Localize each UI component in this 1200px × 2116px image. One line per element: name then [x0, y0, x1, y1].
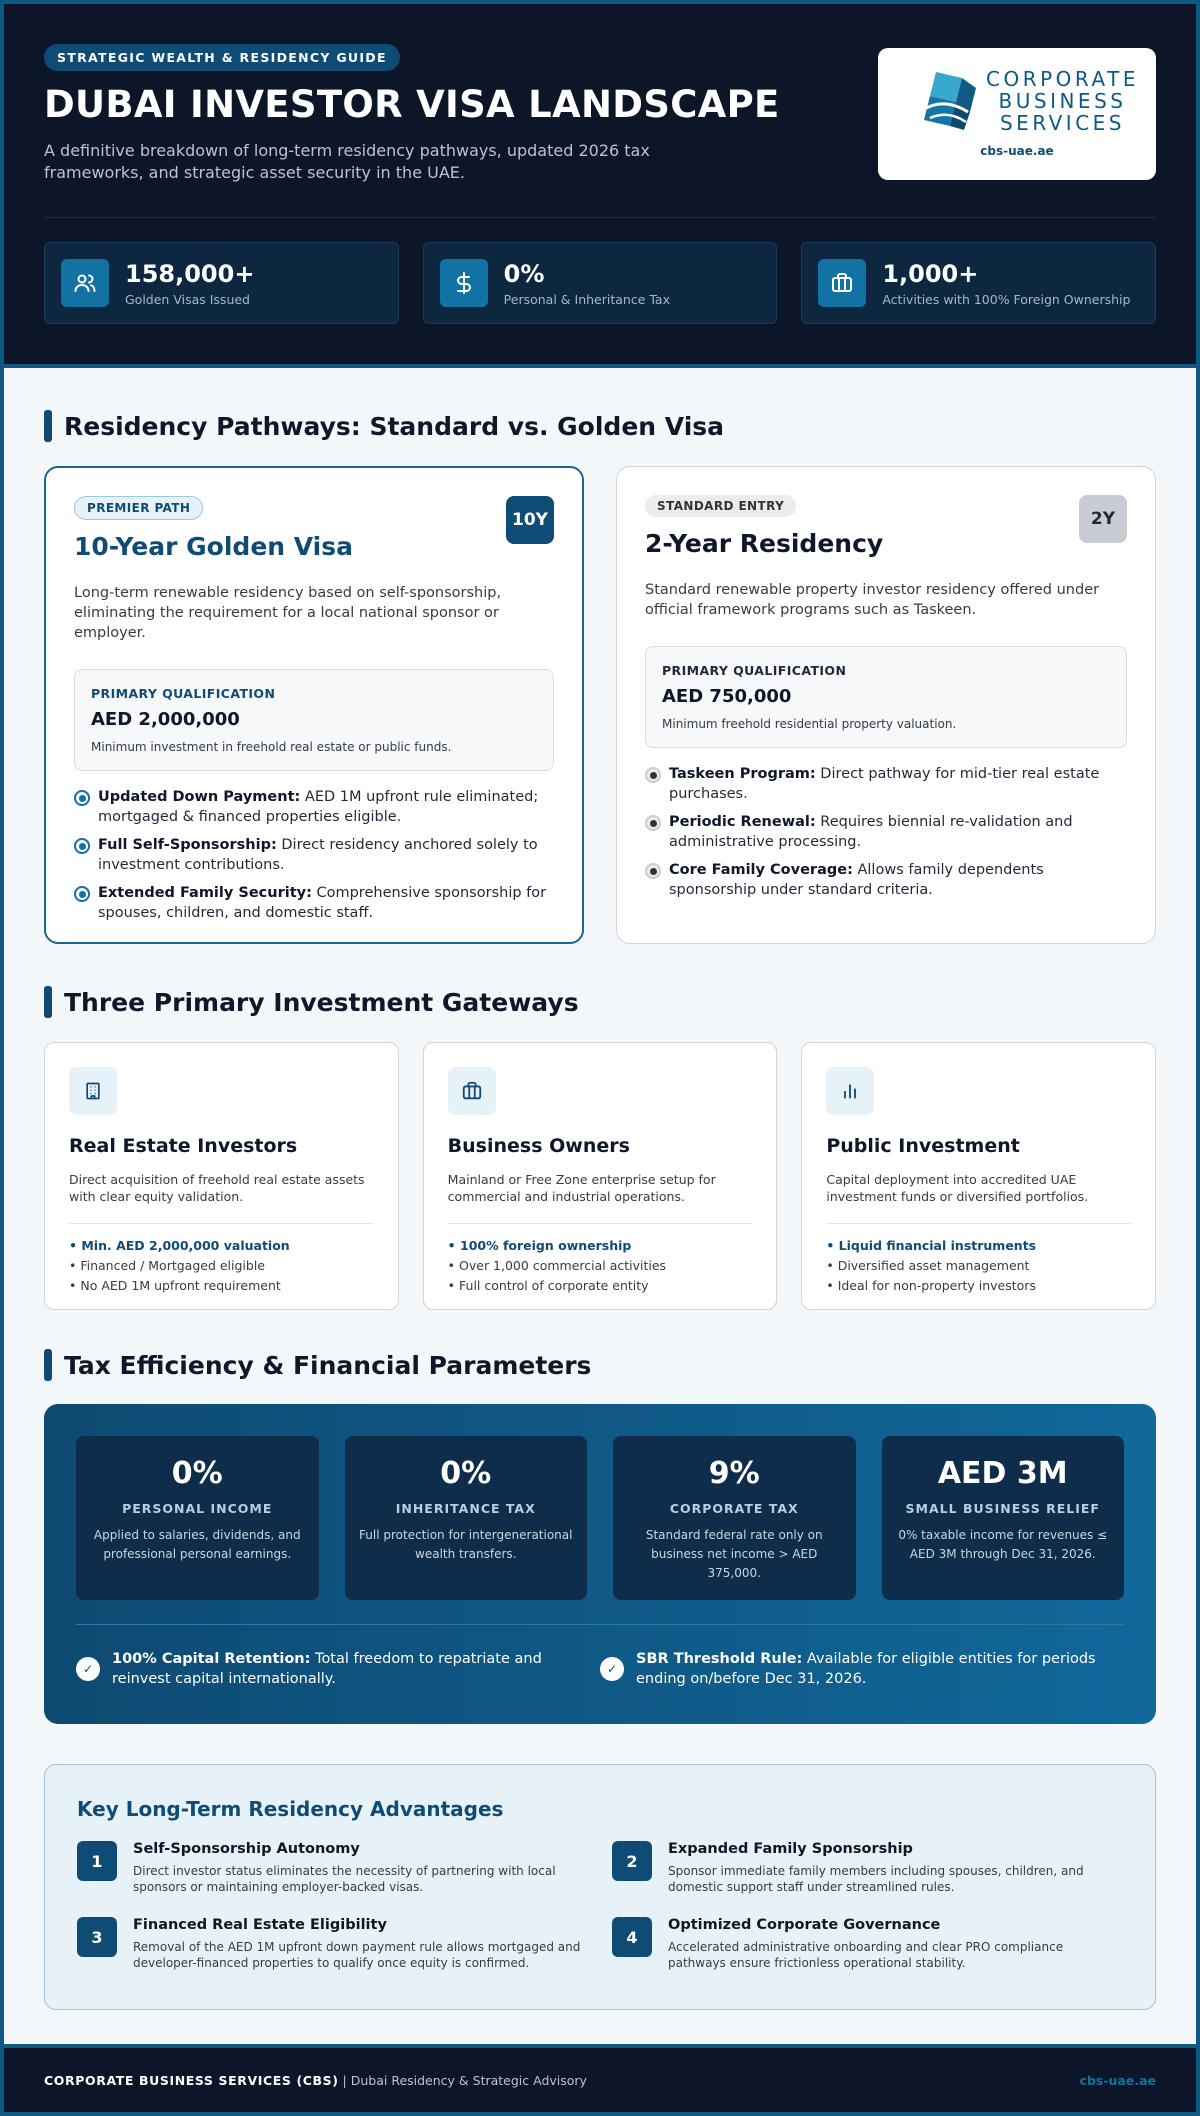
advantages-title: Key Long-Term Residency Advantages	[77, 1797, 504, 1821]
note-title: 100% Capital Retention:	[112, 1651, 311, 1667]
header-stats	[44, 242, 1156, 324]
section-title: Three Primary Investment Gateways	[64, 987, 579, 1017]
note-text: Total freedom to repatriate and reinvest capital internationally.	[112, 1651, 542, 1687]
gateway-card-public-investment	[801, 1042, 1156, 1310]
building-icon	[69, 1067, 117, 1115]
page-subtitle: A definitive breakdown of long-term residency pathways, updated 2026 tax frameworks, and strategic asset security in the UAE.	[44, 141, 650, 182]
standard-qualification-box	[645, 646, 1127, 748]
section-title: Tax Efficiency & Financial Parameters	[64, 1350, 592, 1380]
advantage-title: Self-Sponsorship Autonomy	[133, 1841, 360, 1857]
bullet-title: Extended Family Security:	[98, 885, 312, 901]
tax-card-corporate	[613, 1436, 856, 1600]
tax-note: 0% taxable income for revenues ≤ AED 3M through Dec 31, 2026.	[898, 1528, 1108, 1561]
briefcase-icon	[818, 259, 866, 307]
stat-tax	[423, 242, 778, 324]
tax-value: 9%	[708, 1456, 760, 1491]
bullet-title: Taskeen Program:	[669, 766, 816, 782]
golden-visa-description: Long-term renewable residency based on self-sponsorship, eliminating the requirement for a local national sponsor or employer.	[74, 585, 502, 641]
list-item	[645, 764, 1127, 804]
qualification-label: PRIMARY QUALIFICATION	[91, 686, 276, 701]
golden-bullets	[74, 787, 554, 923]
list-item: • Full control of corporate entity	[447, 1278, 649, 1293]
section-accent-bar	[44, 1349, 52, 1381]
radio-dot-icon	[645, 863, 661, 879]
number-badge: 3	[77, 1917, 117, 1957]
advantages-panel	[44, 1764, 1156, 2010]
page-title: DUBAI INVESTOR VISA LANDSCAPE	[44, 83, 780, 126]
footer	[4, 2044, 1196, 2112]
tax-note: Standard federal rate only on business net income > AED 375,000.	[645, 1528, 823, 1580]
list-item: • Financed / Mortgaged eligible	[69, 1258, 266, 1273]
header	[4, 4, 1196, 368]
qualification-note: Minimum freehold residential property valuation.	[662, 717, 957, 731]
bullet-title: Periodic Renewal:	[669, 814, 816, 830]
tax-label: PERSONAL INCOME	[122, 1501, 273, 1516]
residency-heading	[44, 410, 724, 442]
section-accent-bar	[44, 986, 52, 1018]
gateway-card-real-estate	[44, 1042, 399, 1310]
logo-text-corporate: CORPORATE	[986, 67, 1139, 91]
tax-label: INHERITANCE TAX	[395, 1501, 536, 1516]
radio-dot-icon	[74, 790, 90, 806]
bullet-title: Core Family Coverage:	[669, 862, 853, 878]
standard-bullets	[645, 764, 1127, 900]
tax-note: Full protection for intergenerational wealth transfers.	[359, 1528, 573, 1561]
stat-label: Activities with 100% Foreign Ownership	[882, 291, 1131, 307]
bullet-text: Allows family dependents sponsorship under standard criteria.	[669, 862, 1044, 898]
stat-value: 0%	[503, 259, 545, 288]
tax-card-personal-income	[76, 1436, 319, 1600]
radio-dot-icon	[645, 767, 661, 783]
tax-panel	[44, 1404, 1156, 1724]
header-divider	[44, 217, 1156, 218]
users-icon	[61, 259, 109, 307]
advantage-title: Expanded Family Sponsorship	[668, 1841, 913, 1857]
tax-label: CORPORATE TAX	[669, 1501, 799, 1516]
tax-heading	[44, 1349, 591, 1381]
gateway-description: Mainland or Free Zone enterprise setup for commercial and industrial operations.	[447, 1172, 716, 1204]
golden-qualification-box	[74, 669, 554, 771]
bar-chart-icon	[826, 1067, 874, 1115]
advantage-title: Optimized Corporate Governance	[668, 1917, 941, 1933]
list-item: • Min. AED 2,000,000 valuation	[69, 1238, 290, 1253]
two-year-badge: 2Y	[1079, 495, 1127, 543]
section-accent-bar	[44, 410, 52, 442]
golden-visa-card	[44, 466, 584, 944]
list-item: • Diversified asset management	[826, 1258, 1030, 1273]
list-item: • No AED 1M upfront requirement	[69, 1278, 281, 1293]
ten-year-badge: 10Y	[506, 496, 554, 544]
stat-label: Personal & Inheritance Tax	[503, 291, 670, 307]
standard-residency-card	[616, 466, 1156, 944]
list-item: • 100% foreign ownership	[447, 1238, 632, 1253]
divider	[448, 1223, 753, 1224]
cube-logo-icon	[916, 68, 980, 134]
standard-residency-title: 2-Year Residency	[645, 529, 884, 558]
gateways-heading	[44, 986, 579, 1018]
tax-card-small-business-relief	[882, 1436, 1125, 1600]
footer-tagline: | Dubai Residency & Strategic Advisory	[338, 2072, 587, 2088]
premier-path-tag: PREMIER PATH	[74, 496, 203, 520]
bullet-text: Direct residency anchored solely to investment contributions.	[98, 837, 538, 873]
list-item	[74, 883, 554, 923]
bullet-text: AED 1M upfront rule eliminated; mortgaged & financed properties eligible.	[98, 789, 539, 825]
check-icon: ✓	[76, 1657, 100, 1681]
tax-value: 0%	[440, 1456, 492, 1491]
divider	[76, 1624, 1124, 1625]
list-item	[74, 787, 554, 827]
bullet-title: Full Self-Sponsorship:	[98, 837, 277, 853]
advantage-description: Removal of the AED 1M upfront down payment rule allows mortgaged and developer-financed properties to qualify once equity is confirmed.	[133, 1940, 581, 1970]
advantage-description: Sponsor immediate family members including spouses, children, and domestic support staff under streamlined rules.	[668, 1864, 1084, 1894]
footer-text	[44, 2073, 587, 2088]
note-text: Available for eligible entities for periods ending on/before Dec 31, 2026.	[636, 1651, 1096, 1687]
list-item	[645, 860, 1127, 900]
qualification-value: AED 750,000	[662, 686, 792, 707]
advantage-item	[612, 1917, 1082, 1971]
qualification-note: Minimum investment in freehold real estate or public funds.	[91, 740, 452, 754]
gateway-title: Public Investment	[826, 1135, 1020, 1157]
gateway-description: Direct acquisition of freehold real estate assets with clear equity validation.	[69, 1172, 365, 1204]
list-item	[645, 812, 1127, 852]
gateway-title: Business Owners	[447, 1135, 630, 1157]
section-title: Residency Pathways: Standard vs. Golden Visa	[64, 411, 725, 441]
qualification-value: AED 2,000,000	[91, 709, 240, 730]
advantage-item	[612, 1841, 1082, 1895]
tax-value: AED 3M	[937, 1456, 1068, 1491]
tax-note-capital-retention	[76, 1649, 600, 1689]
gateway-title: Real Estate Investors	[69, 1135, 298, 1157]
logo-text-business: BUSINESS	[998, 89, 1127, 113]
footer-company: CORPORATE BUSINESS SERVICES (CBS)	[44, 2072, 339, 2088]
divider	[826, 1223, 1131, 1224]
footer-url-link[interactable]: cbs-uae.ae	[1079, 2072, 1156, 2088]
list-item	[74, 835, 554, 875]
bullet-text: Requires biennial re-validation and administrative processing.	[669, 814, 1073, 850]
standard-entry-tag: STANDARD ENTRY	[645, 495, 796, 517]
briefcase-icon	[448, 1067, 496, 1115]
gateway-description: Capital deployment into accredited UAE investment funds or diversified portfolios.	[826, 1172, 1089, 1204]
guide-pill: STRATEGIC WEALTH & RESIDENCY GUIDE	[44, 44, 400, 71]
tax-value: 0%	[171, 1456, 223, 1491]
tax-card-inheritance	[345, 1436, 588, 1600]
radio-dot-icon	[74, 838, 90, 854]
radio-dot-icon	[74, 886, 90, 902]
bullet-text: Direct pathway for mid-tier real estate purchases.	[669, 766, 1100, 802]
radio-dot-icon	[645, 815, 661, 831]
advantage-description: Direct investor status eliminates the necessity of partnering with local sponsors or maintaining employer-backed visas.	[133, 1864, 556, 1894]
gateway-cards	[44, 1042, 1156, 1310]
note-title: SBR Threshold Rule:	[636, 1651, 803, 1667]
number-badge: 4	[612, 1917, 652, 1957]
list-item: • Ideal for non-property investors	[826, 1278, 1036, 1293]
number-badge: 1	[77, 1841, 117, 1881]
stat-activities	[801, 242, 1156, 324]
check-icon: ✓	[600, 1657, 624, 1681]
golden-visa-title: 10-Year Golden Visa	[74, 532, 354, 561]
stat-value: 158,000+	[125, 259, 255, 288]
tax-note-sbr-threshold	[600, 1649, 1124, 1689]
bullet-text: Comprehensive sponsorship for spouses, children, and domestic staff.	[98, 885, 547, 921]
stat-golden-visas	[44, 242, 399, 324]
advantage-item	[77, 1841, 612, 1895]
number-badge: 2	[612, 1841, 652, 1881]
stat-value: 1,000+	[882, 259, 979, 288]
advantage-description: Accelerated administrative onboarding and clear PRO compliance pathways ensure frictionless operational stability.	[668, 1940, 1064, 1970]
divider	[69, 1223, 374, 1224]
company-logo-card	[878, 48, 1156, 180]
tax-note: Applied to salaries, dividends, and professional personal earnings.	[93, 1528, 301, 1561]
dollar-icon	[440, 259, 488, 307]
stat-label: Golden Visas Issued	[125, 291, 250, 307]
gateway-card-business	[423, 1042, 778, 1310]
tax-label: SMALL BUSINESS RELIEF	[905, 1501, 1100, 1516]
logo-url[interactable]: cbs-uae.ae	[980, 144, 1054, 158]
logo-text-services: SERVICES	[999, 111, 1125, 135]
bullet-title: Updated Down Payment:	[98, 789, 301, 805]
advantage-item	[77, 1917, 612, 1971]
advantage-title: Financed Real Estate Eligibility	[133, 1917, 387, 1933]
qualification-label: PRIMARY QUALIFICATION	[662, 663, 847, 678]
list-item: • Liquid financial instruments	[826, 1238, 1037, 1253]
standard-residency-description: Standard renewable property investor residency offered under official framework programs such as Taskeen.	[645, 582, 1100, 618]
list-item: • Over 1,000 commercial activities	[447, 1258, 667, 1273]
